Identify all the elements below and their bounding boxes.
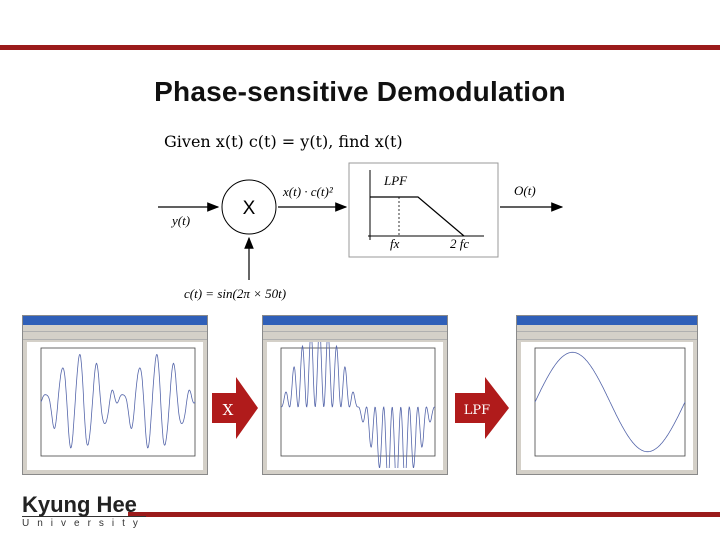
window-toolbar (23, 332, 207, 340)
plot-area (267, 342, 443, 470)
logo-name: Kyung Hee (22, 492, 137, 517)
multiplier-symbol: X (242, 198, 256, 219)
lpf-arrow-label: LPF (463, 403, 491, 418)
logo-subtitle: University (22, 518, 146, 529)
window-menubar (23, 325, 207, 332)
figure-window-product (262, 315, 448, 475)
waveform-plot-input (27, 342, 201, 468)
waveform-plot-product (267, 342, 441, 468)
multiply-arrow-label: X (222, 401, 234, 419)
window-titlebar (23, 316, 207, 325)
problem-statement: Given x(t) c(t) = y(t), find x(t) (164, 132, 403, 151)
window-menubar (517, 325, 697, 332)
two-fc-label: 2 fc (450, 236, 470, 251)
input-label: y(t) (172, 213, 191, 228)
bottom-accent-bar (128, 512, 720, 517)
figure-window-input (22, 315, 208, 475)
window-menubar (263, 325, 447, 332)
carrier-label: c(t) = sin(2π × 50t) (184, 286, 287, 301)
plot-area (521, 342, 693, 470)
lpf-box (349, 163, 498, 257)
output-label: O(t) (514, 183, 536, 198)
window-toolbar (517, 332, 697, 340)
fx-label: fx (390, 236, 400, 251)
window-titlebar (263, 316, 447, 325)
window-toolbar (263, 332, 447, 340)
slide-title: Phase-sensitive Demodulation (154, 76, 566, 107)
figure-window-output (516, 315, 698, 475)
window-titlebar (517, 316, 697, 325)
lpf-step-arrow (455, 377, 511, 439)
lpf-box-label: LPF (384, 173, 408, 188)
multiply-arrow-shape (212, 377, 258, 439)
plot-area (27, 342, 203, 470)
waveform-plot-output (521, 342, 691, 468)
multiply-step-arrow (212, 377, 260, 439)
university-logo (22, 492, 146, 529)
product-label: x(t) · c(t)² (283, 184, 333, 199)
